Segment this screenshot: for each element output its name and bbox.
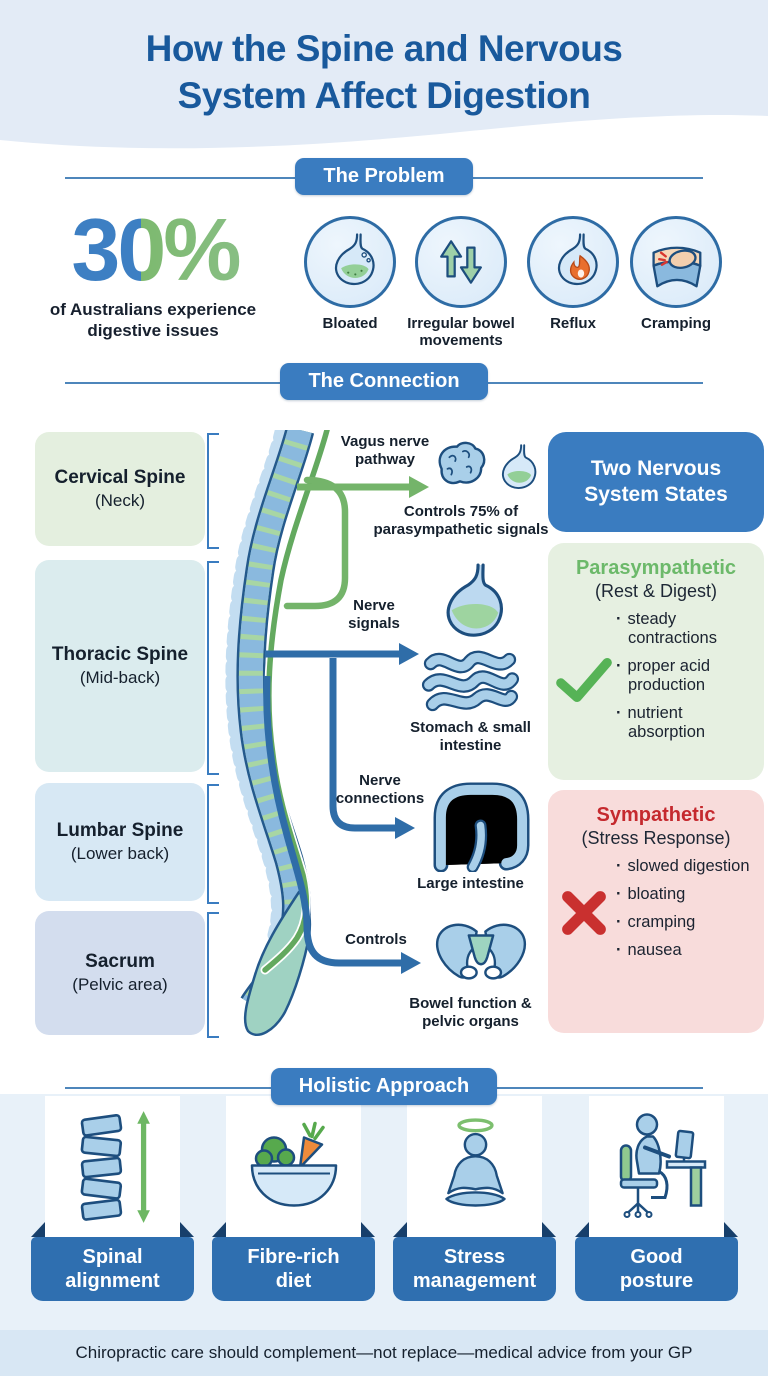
problem-section-badge: The Problem <box>295 158 472 195</box>
stat-caption: of Australians experience digestive issues <box>49 300 257 341</box>
large-intestine-icon <box>424 778 540 872</box>
symptom-label: Irregular bowel movements <box>407 315 515 350</box>
nerve-signals-arrow <box>265 643 419 665</box>
pathway-label-vagus: Vagus nerve pathway <box>340 433 430 468</box>
states-panel-title: Two Nervous System States <box>584 456 728 506</box>
pelvis-icon <box>428 916 534 992</box>
sympathetic-box <box>548 790 764 1033</box>
brain-icon <box>428 438 490 492</box>
approach-label-text: Good posture <box>619 1246 694 1292</box>
symptom-label: Reflux <box>550 315 596 332</box>
region-area: (Mid-back) <box>79 668 161 687</box>
stomach-small-icon <box>492 440 538 498</box>
parasympathetic-box <box>548 543 764 780</box>
states-panel-header <box>548 432 764 532</box>
region-cervical <box>35 432 205 546</box>
list-item: · nutrient absorption <box>616 704 756 742</box>
salad-bowl-icon <box>244 1117 344 1217</box>
reflux-stomach-icon <box>527 216 619 308</box>
nerve-connections-arrow <box>333 658 415 839</box>
card-spinal-alignment <box>45 1096 180 1237</box>
bloated-stomach-icon <box>304 216 396 308</box>
pathway-caption-vagus: Controls 75% of parasympathetic signals <box>373 503 549 538</box>
disclaimer-bar <box>0 1330 768 1376</box>
pathway-label-controls: Controls <box>345 931 407 948</box>
approach-label-text: Fibre-rich diet <box>247 1246 340 1292</box>
pathway-label-nerve-connections: Nerve connections <box>335 772 425 807</box>
approach-label-text: Stress management <box>412 1246 537 1292</box>
approach-label-fibre-diet <box>212 1237 375 1301</box>
parasympathetic-subtitle: (Rest & Digest) <box>594 581 718 601</box>
list-item: · cramping <box>616 913 756 932</box>
region-name: Sacrum <box>85 951 155 972</box>
symptom-cramping <box>616 216 736 332</box>
parasympathetic-title: Parasympathetic <box>575 557 737 579</box>
holistic-section-badge: Holistic Approach <box>271 1068 497 1105</box>
approach-label-stress-management <box>393 1237 556 1301</box>
list-item: · steady contractions <box>616 610 756 648</box>
region-name: Cervical Spine <box>54 467 186 488</box>
region-area: (Pelvic area) <box>72 975 168 994</box>
parasympathetic-list <box>616 610 756 751</box>
vagus-loop-connector <box>287 480 345 606</box>
symptom-irregular-bowel <box>401 216 521 350</box>
bowel-arrows-icon <box>415 216 507 308</box>
card-stress-management <box>407 1096 542 1237</box>
check-icon <box>552 610 616 751</box>
disclaimer-text: Chiropractic care should complement—not replace—medical advice from your GP <box>75 1343 693 1362</box>
region-name: Thoracic Spine <box>51 644 189 665</box>
region-lumbar <box>35 783 205 901</box>
approach-label-text: Spinal alignment <box>65 1246 160 1292</box>
list-item: · proper acid production <box>616 657 756 695</box>
meditation-icon <box>429 1111 521 1223</box>
pathway-label-nerve-signals: Nerve signals <box>348 597 400 632</box>
sympathetic-title: Sympathetic <box>596 804 716 826</box>
card-fibre-diet <box>226 1096 361 1237</box>
list-item: · slowed digestion <box>616 857 756 876</box>
stat-percentage: 30% <box>40 206 270 294</box>
region-area: (Neck) <box>94 491 146 510</box>
sympathetic-list <box>616 857 756 969</box>
list-item: · nausea <box>616 941 756 960</box>
desk-posture-icon <box>607 1109 707 1225</box>
approach-label-spinal-alignment <box>31 1237 194 1301</box>
cramping-belly-icon <box>630 216 722 308</box>
region-area: (Lower back) <box>70 844 170 863</box>
region-sacrum <box>35 911 205 1035</box>
pathway-caption-bowel: Bowel function & pelvic organs <box>409 995 532 1030</box>
page-title: How the Spine and Nervous System Affect Digestion <box>145 28 623 116</box>
approach-label-good-posture <box>575 1237 738 1301</box>
spine-alignment-icon <box>65 1109 161 1225</box>
card-good-posture <box>589 1096 724 1237</box>
pathway-caption-large-intestine: Large intestine <box>417 875 524 892</box>
pathway-caption-stomach: Stomach & small intestine <box>410 719 531 754</box>
connection-section-badge: The Connection <box>280 363 487 400</box>
symptom-bloated <box>290 216 410 332</box>
sympathetic-subtitle: (Stress Response) <box>581 828 731 848</box>
stomach-icon <box>424 560 512 648</box>
symptom-label: Bloated <box>322 315 378 332</box>
cross-icon <box>552 857 616 969</box>
symptom-label: Cramping <box>640 315 711 332</box>
list-item: · bloating <box>616 885 756 904</box>
region-thoracic <box>35 560 205 772</box>
small-intestine-icon <box>416 648 524 716</box>
symptom-reflux <box>513 216 633 332</box>
region-name: Lumbar Spine <box>56 820 184 841</box>
